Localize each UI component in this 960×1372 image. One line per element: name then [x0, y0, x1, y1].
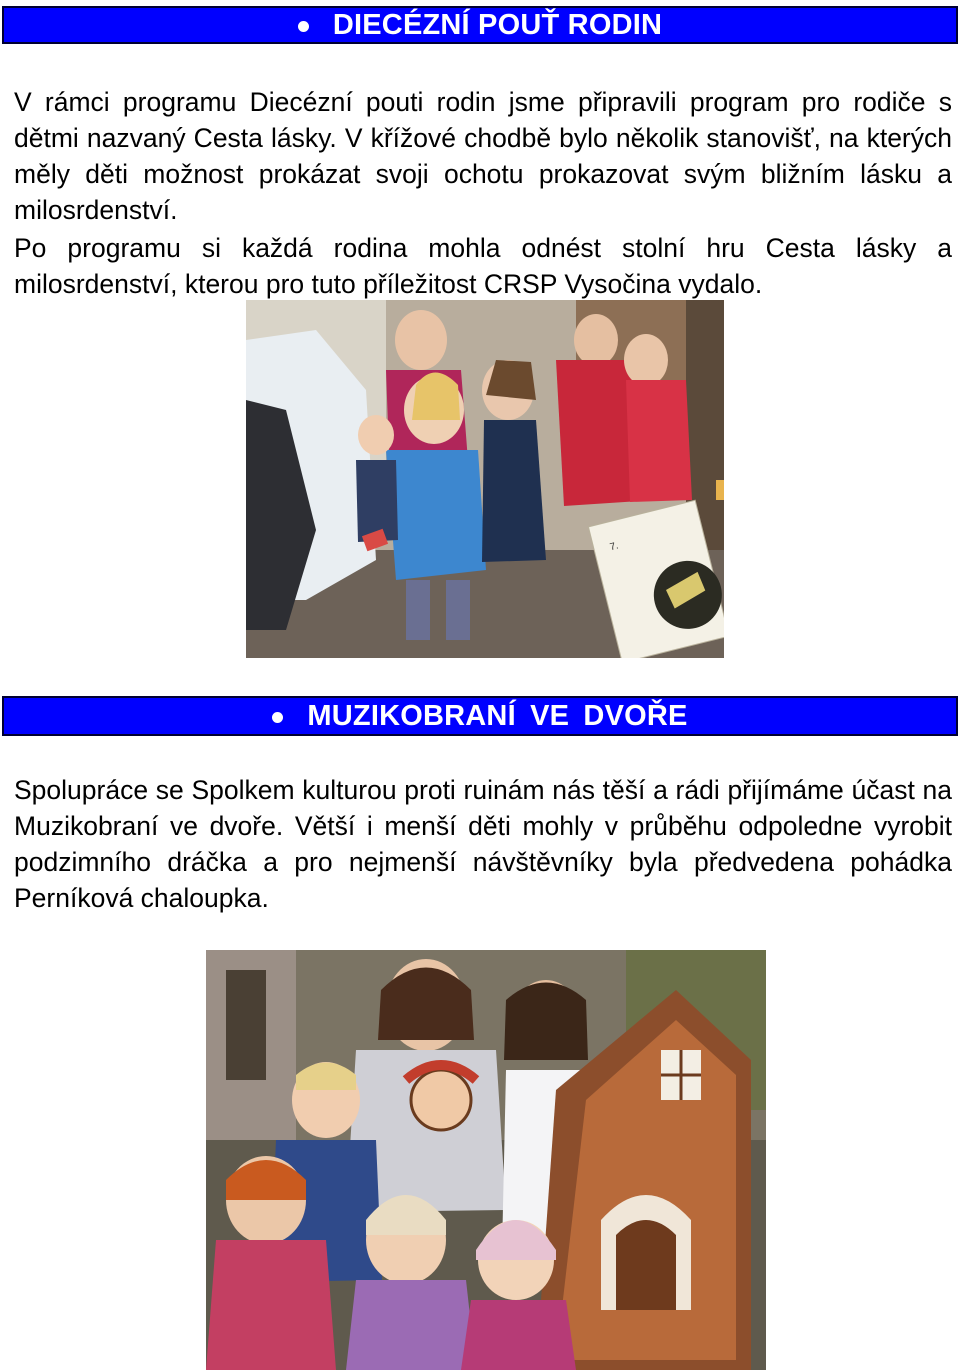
gingerbread-house-photo — [206, 950, 766, 1370]
children-in-cloister-photo — [246, 300, 724, 658]
bullet-icon — [272, 712, 283, 723]
sign-text: 7. — [608, 540, 620, 554]
bullet-icon — [298, 21, 309, 32]
muzikobrani-paragraph: Spolupráce se Spolkem kulturou proti ruinám nás těší a rádi přijímáme účast na Muzikobraní ve dvoře. Větší i menší děti mohly v průběhu odpoledne vyrobit podzimního dráčka a pro nejmenší návštěvníky byla předvedena pohádka Perníková chaloupka. — [14, 775, 952, 913]
game-paragraph: Po programu si každá rodina mohla odnést stolní hru Cesta lásky a milosrdenství, kterou pro tuto příležitost CRSP Vysočina vydalo. — [14, 233, 952, 299]
section-heading-label: DIECÉZNÍ POUŤ RODIN — [332, 8, 663, 41]
intro-paragraph: V rámci programu Diecézní pouti rodin jsme připravili program pro rodiče s dětmi nazvaný Cesta lásky. V křížové chodbě bylo několik stanovišť, na kterých měly děti možnost prokázat svoji ochotu prokazovat svým bližním lásku a milosrdenství. — [14, 87, 952, 225]
section-heading-diecezni-pout — [2, 6, 958, 44]
section-heading-muzikobrani — [2, 696, 958, 736]
section-heading-label: MUZIKOBRANÍ VE DVOŘE — [307, 699, 688, 732]
